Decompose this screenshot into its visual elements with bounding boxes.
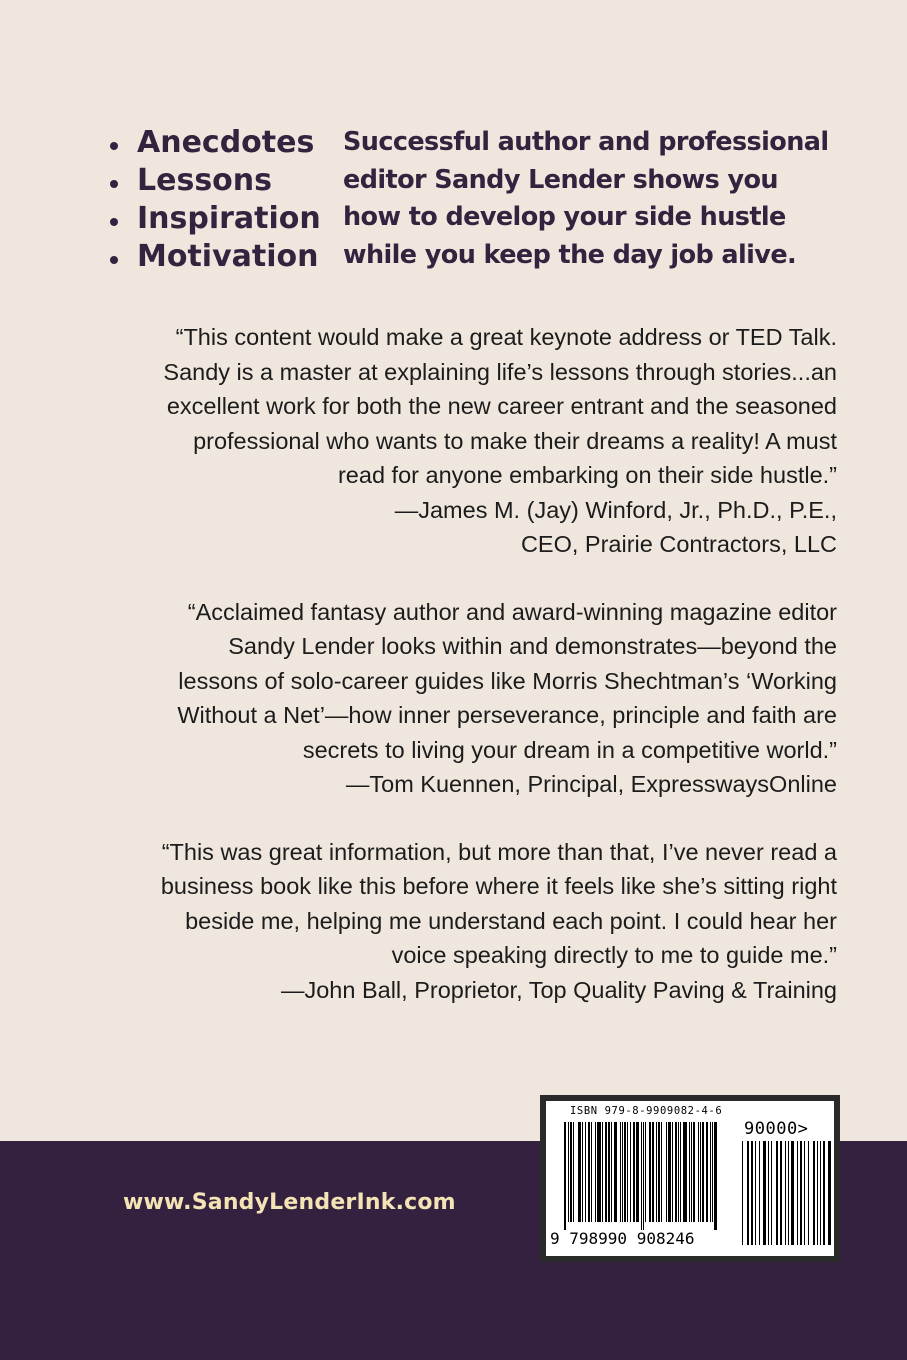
addon-bar bbox=[763, 1141, 766, 1245]
intro-line: while you keep the day job alive. bbox=[343, 239, 797, 270]
barcode-bar bbox=[595, 1122, 596, 1222]
barcode-bar bbox=[702, 1122, 704, 1222]
barcode-bar bbox=[689, 1122, 690, 1222]
testimonials bbox=[77, 320, 837, 1007]
barcode-bar bbox=[714, 1122, 717, 1230]
barcode-bar bbox=[627, 1122, 628, 1222]
barcode-bar bbox=[636, 1122, 639, 1222]
barcode-bar bbox=[710, 1122, 711, 1222]
barcode-bar bbox=[652, 1122, 654, 1222]
barcode-bar bbox=[706, 1122, 708, 1222]
barcode-bar bbox=[645, 1122, 646, 1222]
addon-bar bbox=[820, 1141, 821, 1245]
barcode-bar bbox=[570, 1122, 572, 1222]
barcode-bar bbox=[698, 1122, 699, 1222]
barcode-bar bbox=[649, 1122, 651, 1222]
quote-line: “Acclaimed fantasy author and award-winning magazine editor bbox=[187, 598, 837, 625]
quote-line: “This content would make a great keynote address or TED Talk. bbox=[175, 324, 837, 350]
barcode-bar bbox=[622, 1122, 623, 1222]
addon-bar bbox=[828, 1141, 831, 1245]
quote-line: secrets to living your dream in a competitive world.” bbox=[302, 736, 837, 763]
barcode-bar bbox=[585, 1122, 586, 1222]
barcode-bar bbox=[661, 1122, 662, 1222]
barcode-bar bbox=[683, 1122, 687, 1222]
barcode-frame bbox=[540, 1095, 840, 1262]
addon-bar bbox=[797, 1141, 798, 1245]
barcode-bar bbox=[630, 1122, 631, 1222]
intro-line: editor Sandy Lender shows you bbox=[343, 164, 778, 195]
testimonial-winford bbox=[77, 320, 837, 562]
barcode-bar bbox=[680, 1122, 681, 1222]
intro-blurb bbox=[343, 124, 843, 274]
addon-bar bbox=[768, 1141, 769, 1245]
barcode-bar bbox=[678, 1122, 679, 1222]
addon-bar bbox=[771, 1141, 772, 1245]
addon-bar bbox=[776, 1141, 778, 1245]
addon-bar bbox=[817, 1141, 818, 1245]
barcode-bar bbox=[582, 1122, 583, 1222]
bullet-item-lessons: Lessons bbox=[108, 162, 321, 200]
addon-bar bbox=[788, 1141, 789, 1245]
barcode-bar bbox=[605, 1122, 607, 1222]
addon-bar bbox=[785, 1141, 786, 1245]
quote-line: excellent work for both the new career entrant and the seasoned bbox=[166, 393, 837, 419]
barcode-bar bbox=[712, 1122, 713, 1222]
testimonial-ball bbox=[77, 835, 837, 1008]
addon-bar bbox=[791, 1141, 794, 1245]
addon-bar bbox=[800, 1141, 802, 1245]
quote-line: Sandy Lender looks within and demonstrates—beyond the bbox=[228, 633, 837, 659]
barcode-bar bbox=[672, 1122, 673, 1222]
quote-attribution: —James M. (Jay) Winford, Jr., Ph.D., P.E., bbox=[394, 496, 837, 523]
addon-bar bbox=[747, 1141, 749, 1245]
quote-line: professional who wants to make their dreams a reality! A must bbox=[193, 427, 837, 454]
barcode-bar bbox=[588, 1122, 590, 1222]
addon-bar bbox=[751, 1141, 753, 1245]
feature-bullet-list bbox=[108, 124, 321, 276]
barcode-bar bbox=[608, 1122, 610, 1222]
barcode-bar bbox=[641, 1122, 642, 1230]
isbn-label: ISBN 979-8-9909082-4-6 bbox=[570, 1105, 723, 1117]
barcode-bar bbox=[691, 1122, 692, 1222]
barcode-bar bbox=[656, 1122, 657, 1222]
barcode-bar bbox=[700, 1122, 701, 1222]
quote-line: read for anyone embarking on their side hustle.” bbox=[337, 462, 837, 488]
testimonial-kuennen bbox=[77, 595, 837, 802]
barcode-bar bbox=[633, 1122, 635, 1222]
barcode-bar bbox=[578, 1122, 581, 1222]
intro-line: how to develop your side hustle bbox=[343, 202, 786, 232]
addon-bar bbox=[813, 1141, 815, 1245]
addon-bar bbox=[804, 1141, 805, 1245]
quote-line: lessons of solo-career guides like Morris Shechtman’s ‘Working bbox=[178, 667, 837, 694]
bullet-item-anecdotes: Anecdotes bbox=[108, 124, 321, 162]
intro-line: Successful author and professional bbox=[343, 127, 829, 157]
bullet-item-inspiration: Inspiration bbox=[108, 200, 321, 238]
quote-attribution: —Tom Kuennen, Principal, ExpresswaysOnline bbox=[345, 771, 837, 797]
quote-line: Sandy is a master at explaining life’s lessons through stories...an bbox=[163, 358, 837, 385]
quote-line: beside me, helping me understand each point. I could hear her bbox=[185, 907, 837, 934]
barcode-bar bbox=[568, 1122, 569, 1222]
quote-attribution: —John Ball, Proprietor, Top Quality Paving & Training bbox=[280, 976, 837, 1003]
barcode-bar bbox=[693, 1122, 695, 1222]
barcode-bar bbox=[564, 1122, 566, 1230]
bullet-item-motivation: Motivation bbox=[108, 238, 321, 276]
barcode-bar bbox=[668, 1122, 671, 1222]
barcode-bar bbox=[573, 1122, 574, 1222]
addon-bar bbox=[759, 1141, 760, 1245]
barcode-bar bbox=[666, 1122, 667, 1222]
addon-bar bbox=[780, 1141, 782, 1245]
website-url: www.SandyLenderInk.com bbox=[123, 1190, 456, 1215]
barcode-bar bbox=[602, 1122, 603, 1222]
addon-bar bbox=[808, 1141, 809, 1245]
addon-bar bbox=[823, 1141, 825, 1245]
quote-line: “This was great information, but more than that, I’ve never read a bbox=[161, 838, 837, 865]
barcode-bar bbox=[675, 1122, 677, 1222]
barcode-bar bbox=[614, 1122, 617, 1222]
barcode-bar bbox=[620, 1122, 621, 1222]
price-code: 90000> bbox=[744, 1119, 809, 1139]
barcode-bar bbox=[643, 1122, 644, 1230]
quote-line: voice speaking directly to me to guide me.” bbox=[391, 942, 837, 968]
isbn-barcode bbox=[546, 1101, 834, 1256]
barcode-bar bbox=[597, 1122, 601, 1222]
ean-digits: 9 798990 908246 bbox=[550, 1229, 695, 1248]
barcode-bar bbox=[624, 1122, 626, 1222]
quote-line: business book like this before where it feels like she’s sitting right bbox=[160, 873, 837, 899]
barcode-bar bbox=[658, 1122, 660, 1222]
quote-attribution: CEO, Prairie Contractors, LLC bbox=[520, 531, 837, 557]
barcode-bar bbox=[611, 1122, 612, 1222]
addon-bar bbox=[755, 1141, 756, 1245]
addon-bar bbox=[742, 1141, 743, 1245]
quote-line: Without a Net’—how inner perseverance, principle and faith are bbox=[177, 702, 837, 728]
barcode-bar bbox=[591, 1122, 592, 1222]
